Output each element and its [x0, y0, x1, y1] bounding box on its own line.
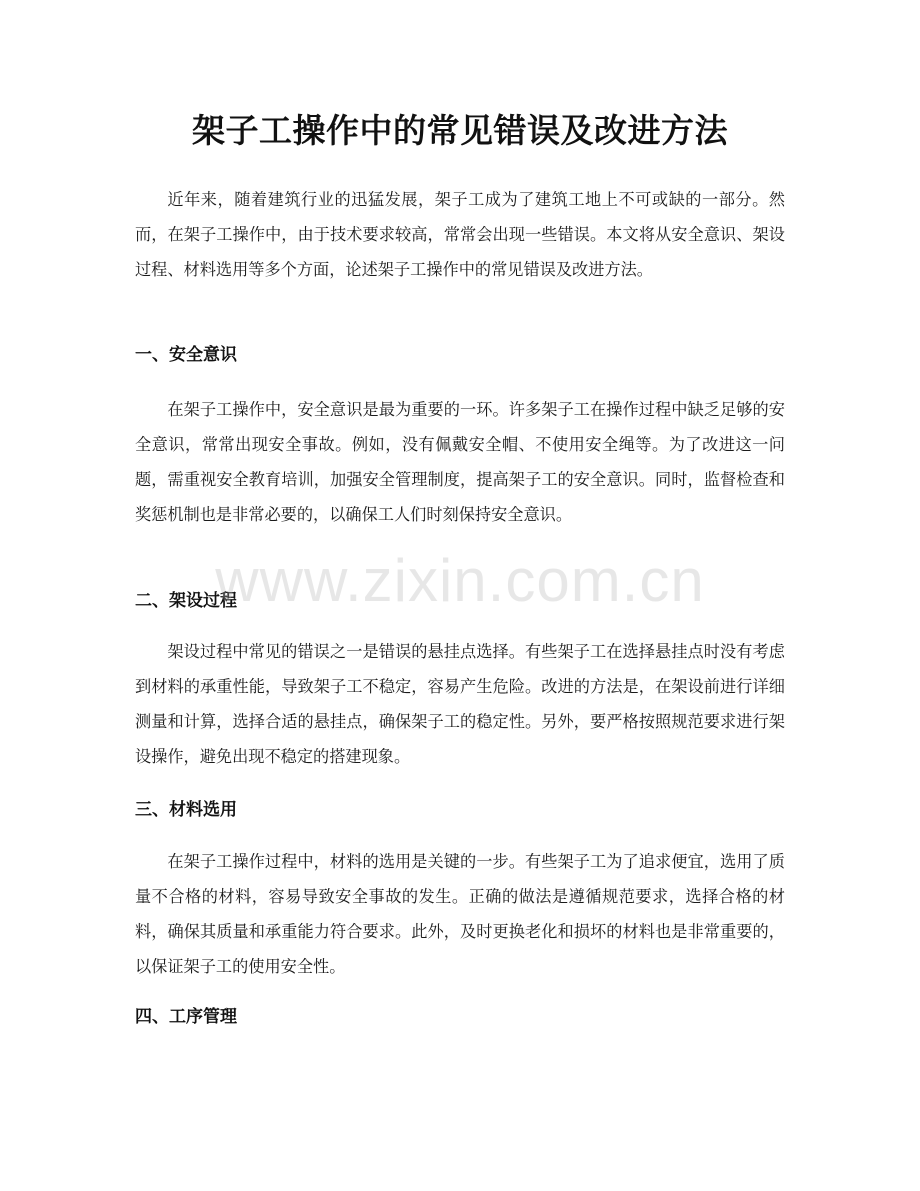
section-body-materials: 在架子工操作过程中，材料的选用是关键的一步。有些架子工为了追求便宜，选用了质量不合格的材料，容易导致安全事故的发生。正确的做法是遵循规范要求，选择合格的材料，确保其质量和承重能力符合要求。此外，及时更换老化和损坏的材料也是非常重要的，以保证架子工的使用安全性。 [135, 852, 785, 976]
intro-paragraph: 近年来，随着建筑行业的迅猛发展，架子工成为了建筑工地上不可或缺的一部分。然而，在架子工操作中，由于技术要求较高，常常会出现一些错误。本文将从安全意识、架设过程、材料选用等多个方面，论述架子工操作中的常见错误及改进方法。 [135, 190, 785, 279]
section-body-erection: 架设过程中常见的错误之一是错误的悬挂点选择。有些架子工在选择悬挂点时没有考虑到材料的承重性能，导致架子工不稳定，容易产生危险。改进的方法是，在架设前进行详细测量和计算，选择合适的悬挂点，确保架子工的稳定性。另外，要严格按照规范要求进行架设操作，避免出现不稳定的搭建现象。 [135, 642, 785, 766]
section-heading-erection: 二、架设过程 [135, 591, 237, 611]
watermark: www.zixin.com.cn [215, 547, 705, 614]
document-title: 架子工操作中的常见错误及改进方法 [192, 111, 728, 150]
section-heading-process: 四、工序管理 [135, 1007, 237, 1027]
section-body-safety: 在架子工操作中，安全意识是最为重要的一环。许多架子工在操作过程中缺乏足够的安全意识，常常出现安全事故。例如，没有佩戴安全帽、不使用安全绳等。为了改进这一问题，需重视安全教育培训，加强安全管理制度，提高架子工的安全意识。同时，监督检查和奖惩机制也是非常必要的，以确保工人们时刻保持安全意识。 [135, 400, 785, 524]
section-heading-materials: 三、材料选用 [135, 800, 237, 820]
section-heading-safety: 一、安全意识 [135, 345, 237, 365]
